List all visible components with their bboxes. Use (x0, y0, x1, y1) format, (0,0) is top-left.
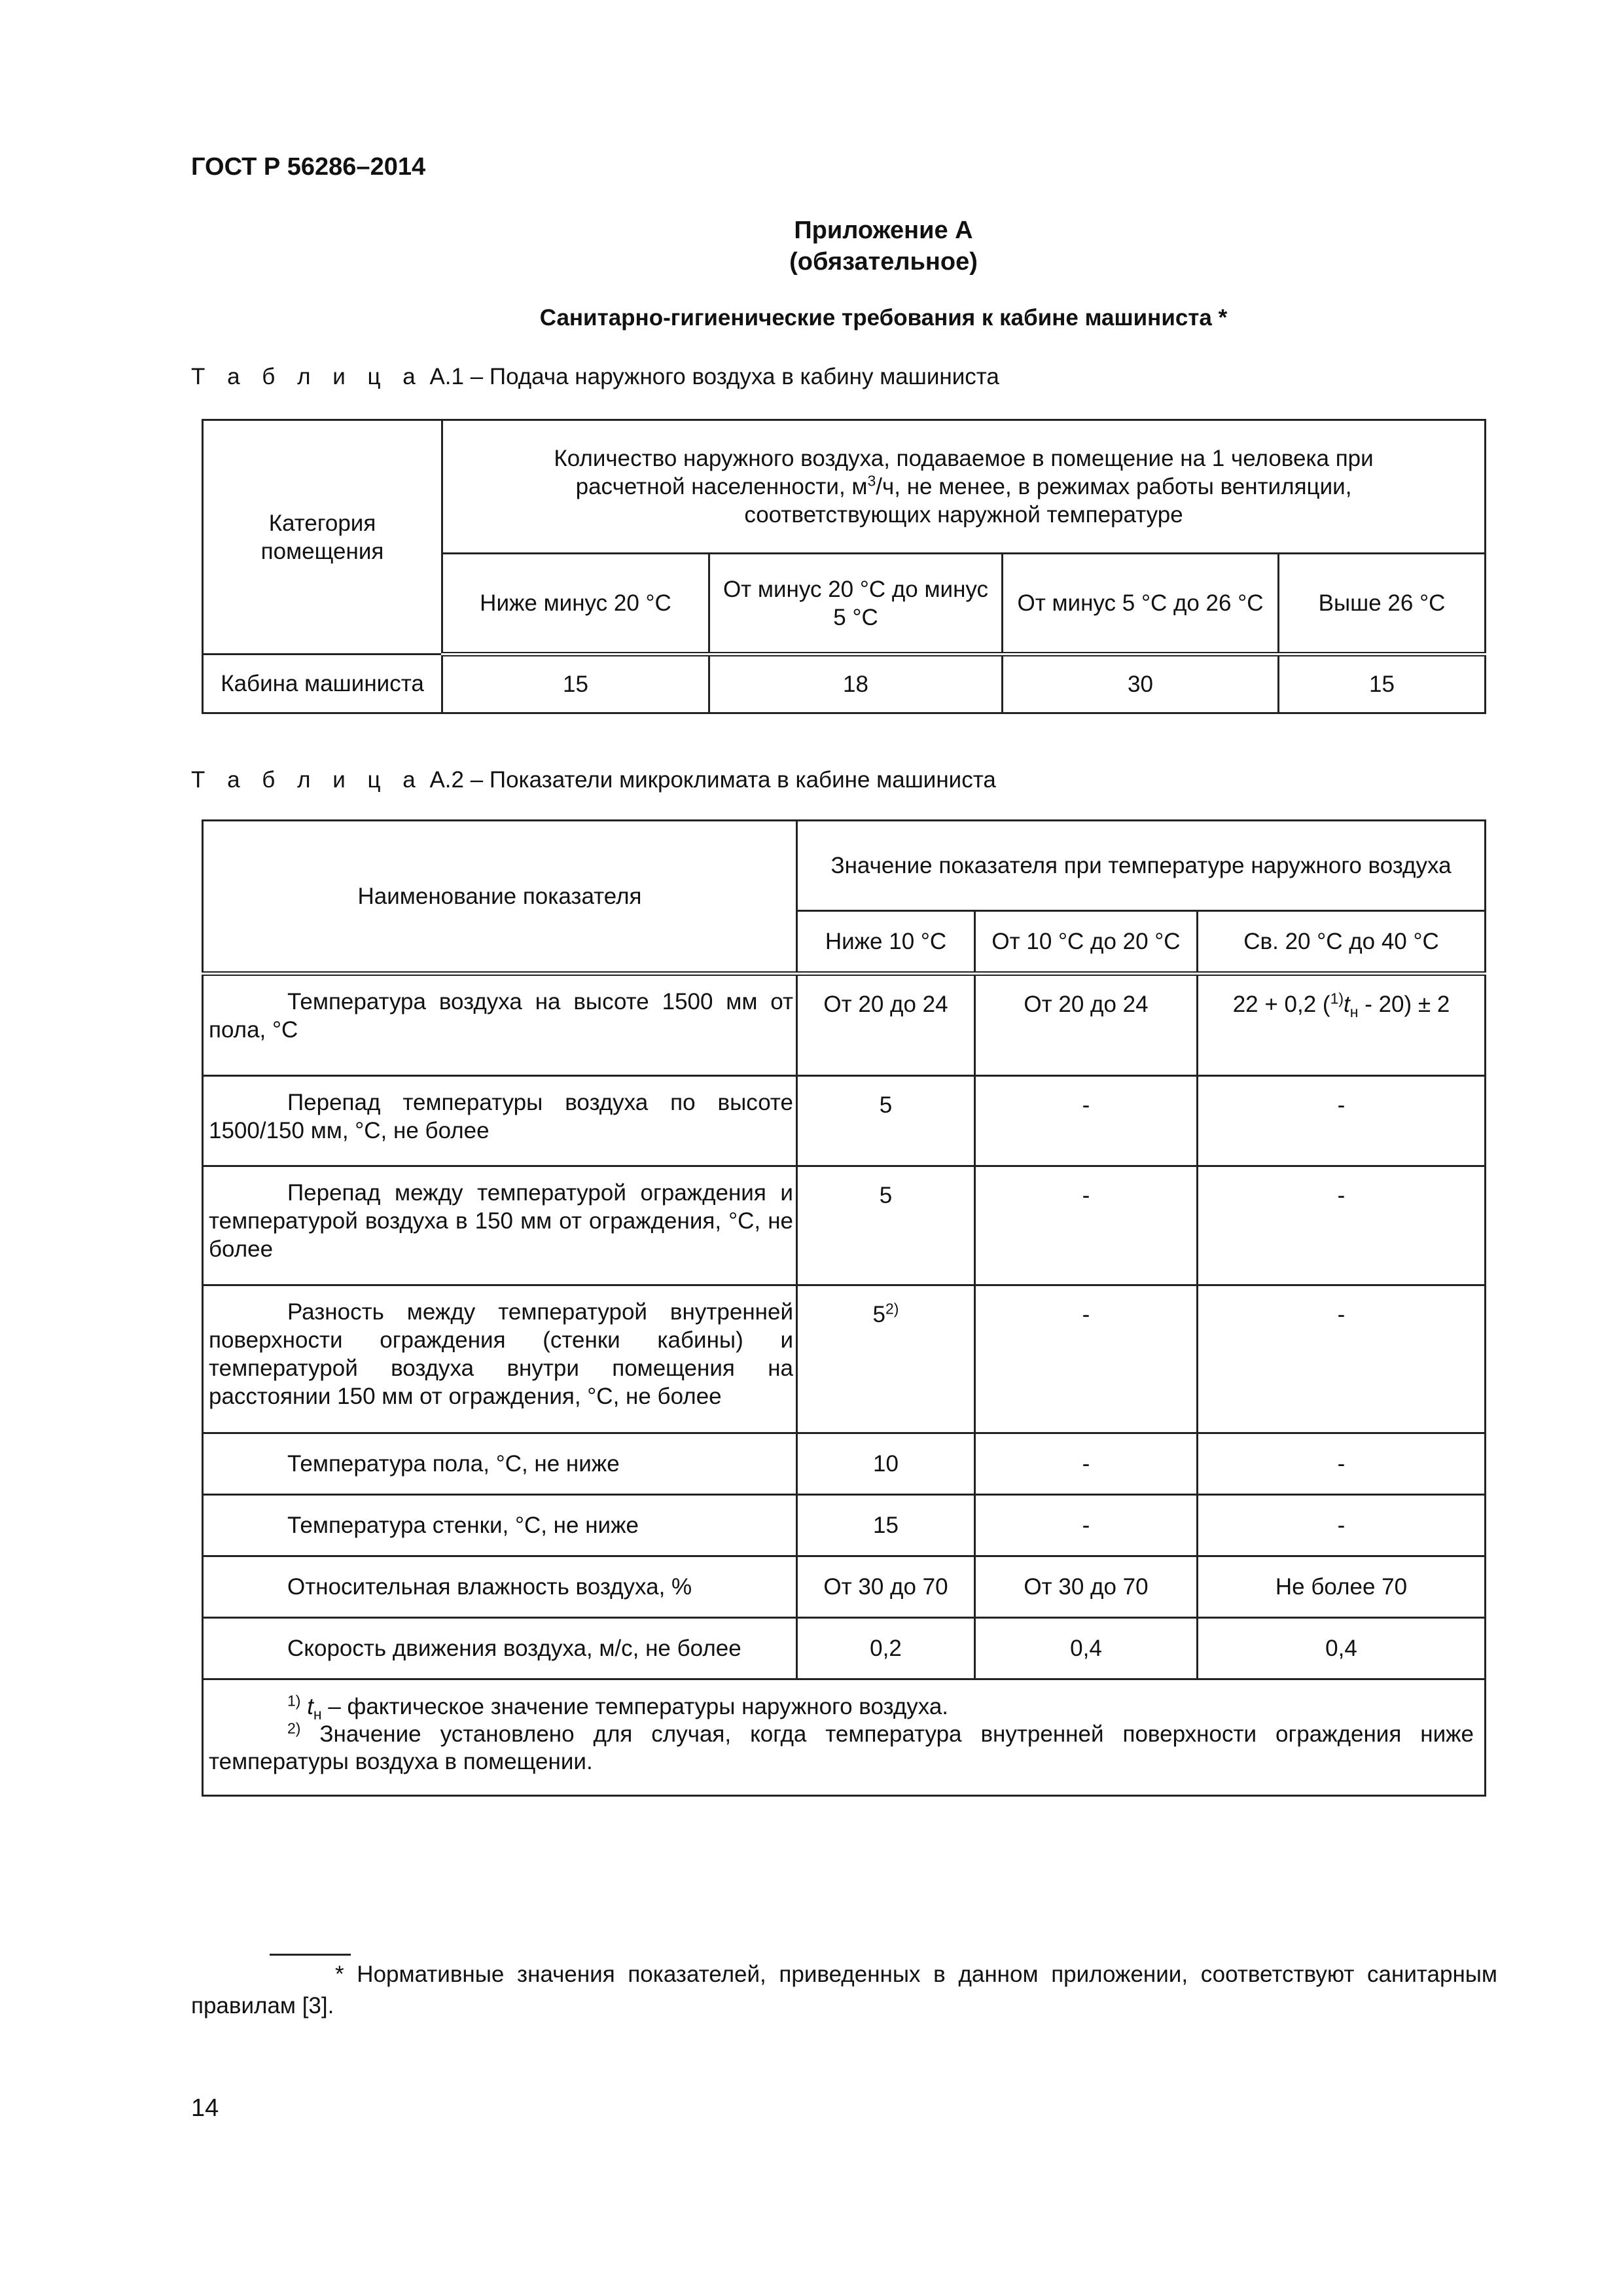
table-a2-col-header: Св. 20 °С до 40 °С (1198, 911, 1486, 974)
footnote-ref: 2) (885, 1300, 899, 1318)
table-a2-cell: - (1198, 1495, 1486, 1556)
table-a1-air-header-line2 (450, 473, 1478, 501)
table-a2-row-label: Температура пола, °С, не ниже (203, 1433, 797, 1495)
table-row (203, 1166, 1486, 1285)
table-a1-cell: 18 (709, 655, 1003, 713)
table-a2-note-1: $^{1)}$ $t_н$ – фактическое значение температуры наружного воздуха. (287, 1692, 949, 1723)
table-a1-caption (191, 364, 999, 390)
table-a2-cell: - (975, 1495, 1198, 1556)
table-row (203, 1285, 1486, 1433)
table-a1-caption-text: А.1 – Подача наружного воздуха в кабину машиниста (423, 364, 999, 389)
table-row (203, 1618, 1486, 1679)
table-a1-air-header-line1: Количество наружного воздуха, подаваемое в помещение на 1 человека при (554, 446, 1374, 471)
table-row (203, 1556, 1486, 1618)
table-a2-cell: 5 (797, 1166, 975, 1285)
table-a1-row-label: Кабина машиниста (203, 655, 442, 713)
table-a2-cell: Не более 70 (1198, 1556, 1486, 1618)
table-a1-air-header-line2-start: расчетной населенности, м (575, 474, 868, 499)
table-a2-note-2: $^{2)}$ Значение установлено для случая, когда температура внутренней поверхности ограждения ниже температуры воздуха в помещении. (209, 1719, 1474, 1774)
table-a2-cell: От 30 до 70 (975, 1556, 1198, 1618)
appendix-title: Приложение А (794, 217, 973, 244)
table-a2-notes-row (203, 1679, 1486, 1796)
table-a2-cell: - (975, 1076, 1198, 1166)
table-a2-notes (203, 1679, 1486, 1796)
table-a2-caption-text: А.2 – Показатели микроклимата в кабине машиниста (423, 767, 996, 793)
table-a2-cell: - (1198, 1285, 1486, 1433)
table-a2-cell: - (975, 1285, 1198, 1433)
section-title: Санитарно-гигиенические требования к кабине машиниста * (539, 305, 1228, 331)
table-a2-row-label: Разность между температурой внутренней поверхности ограждения (стенки кабины) и температурой воздуха внутри помещения на расстоянии 150 мм от ограждения, °С, не более (203, 1285, 797, 1433)
table-a1-col-header: От минус 20 °С до минус 5 °С (709, 554, 1003, 655)
table-a1 (202, 419, 1486, 714)
table-a2-cell: 0,4 (975, 1618, 1198, 1679)
table-a2-cell: От 20 до 24 (975, 974, 1198, 1076)
table-a2-cell: - (1198, 1076, 1486, 1166)
table-a2-row-label: Относительная влажность воздуха, % (203, 1556, 797, 1618)
table-a1-air-header-line2-end: /ч, не менее, в режимах работы вентиляции, (876, 474, 1352, 499)
table-a1-air-header-exponent: 3 (867, 472, 876, 490)
table-a2-cell: 5 (797, 1076, 975, 1166)
table-a2-cell: - (1198, 1166, 1486, 1285)
document-code: ГОСТ Р 56286–2014 (191, 153, 426, 181)
table-a2-row-label: Перепад температуры воздуха по высоте 1500/150 мм, °С, не более (203, 1076, 797, 1166)
table-a2-row-label: Скорость движения воздуха, м/с, не более (203, 1618, 797, 1679)
table-a2-cell: 10 (797, 1433, 975, 1495)
table-a2-cell: - (1198, 1433, 1486, 1495)
table-a2-row-label: Температура стенки, °С, не ниже (203, 1495, 797, 1556)
table-a1-air-header (442, 420, 1486, 554)
table-a1-col-header: Ниже минус 20 °С (442, 554, 709, 655)
table-a2-formula-cell: 22 + 0,2 $(^{1)}t_н - 20) \pm 2$ (1198, 974, 1486, 1076)
table-row (203, 1495, 1486, 1556)
table-a2-cell: От 30 до 70 (797, 1556, 975, 1618)
footnote-separator (270, 1954, 351, 1956)
table-a1-col-header: От минус 5 °С до 26 °С (1003, 554, 1279, 655)
table-a2-col-header: Ниже 10 °С (797, 911, 975, 974)
table-a2-col-header: От 10 °С до 20 °С (975, 911, 1198, 974)
table-a1-cell: 15 (442, 655, 709, 713)
table-a1-caption-prefix: Т а б л и ц а (191, 364, 423, 389)
page-number: 14 (191, 2094, 219, 2122)
table-a2-value-header: Значение показателя при температуре наружного воздуха (797, 821, 1486, 911)
table-row (203, 1433, 1486, 1495)
table-a2-cell: От 20 до 24 (797, 974, 975, 1076)
table-row (203, 1076, 1486, 1166)
table-a2-row-label: Температура воздуха на высоте 1500 мм от пола, °С (203, 974, 797, 1076)
table-a1-col-header: Выше 26 °С (1279, 554, 1486, 655)
table-a2 (202, 819, 1486, 1797)
appendix-status: (обязательное) (789, 248, 978, 276)
page-footnote: * Нормативные значения показателей, приведенных в данном приложении, соответствуют санитарным правилам [3]. (191, 1962, 1497, 2018)
table-a2-cell: 15 (797, 1495, 975, 1556)
table-a2-cell: 0,2 (797, 1618, 975, 1679)
table-a1-category-header: Категория помещения (203, 420, 442, 655)
table-a2-cell: - (975, 1433, 1198, 1495)
table-a1-air-header-line3: соответствующих наружной температуре (744, 502, 1183, 528)
table-row (203, 974, 1486, 1076)
table-a1-cell: 15 (1279, 655, 1486, 713)
table-a2-cell: - (975, 1166, 1198, 1285)
table-a1-cell: 30 (1003, 655, 1279, 713)
table-a2-cell: 0,4 (1198, 1618, 1486, 1679)
table-row (203, 655, 1486, 713)
table-a2-cell: 5$^{2)}$ (797, 1285, 975, 1433)
table-a2-row-label: Перепад между температурой ограждения и температурой воздуха в 150 мм от ограждения, °С, не более (203, 1166, 797, 1285)
table-a2-caption (191, 767, 996, 793)
table-a2-caption-prefix: Т а б л и ц а (191, 767, 423, 793)
table-a2-name-header: Наименование показателя (203, 821, 797, 974)
